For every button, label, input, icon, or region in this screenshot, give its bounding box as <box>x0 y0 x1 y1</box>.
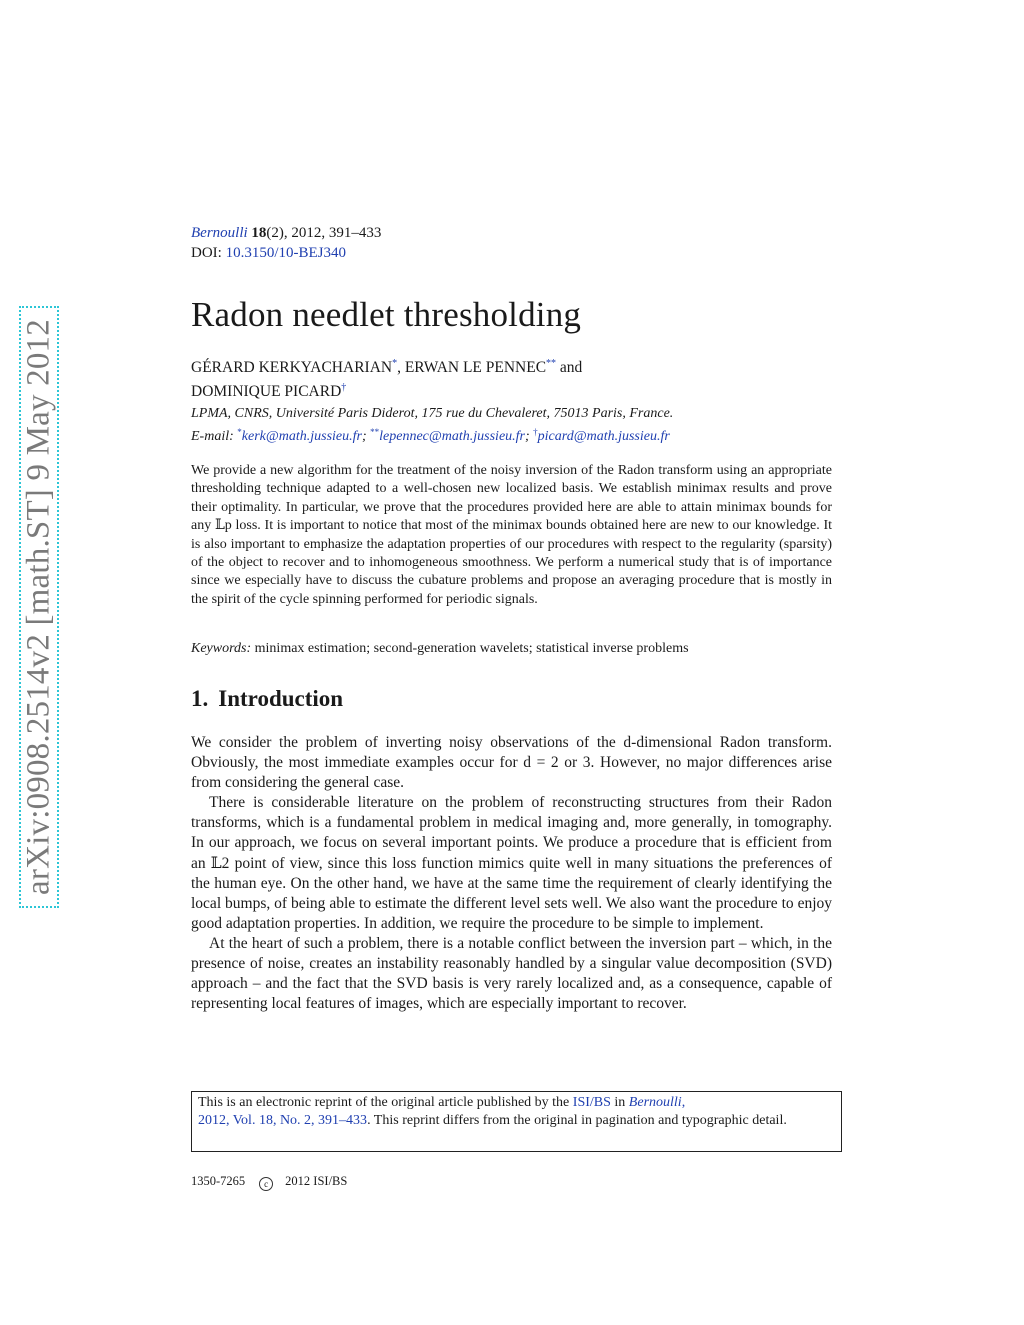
isi-link[interactable]: ISI/BS <box>572 1095 611 1110</box>
email-separator: ; <box>361 429 371 444</box>
abstract: We provide a new algorithm for the treatment of the noisy inversion of the Radon transform using an appropriate thresholding technique adapted to a well-chosen new localized basis. We establish minimax results and prove their optimality. In particular, we prove that the procedures provided here are able to attain minimax bounds for any 𝕃p loss. It is important to notice that most of the minimax bounds obtained here are new to our knowledge. It is also important to emphasize the adaptation properties of our procedures with respect to the regularity (sparsity) of the object to recover and to inhomogeneous smoothness. We perform a numerical study that is of importance since we especially have to discuss the cubature problems and propose an averaging procedure that is mostly in the spirit of the cycle spinning performed for periodic signals. <box>191 463 832 607</box>
doi-line <box>191 243 346 263</box>
doi-label: DOI: <box>191 245 222 261</box>
body-text <box>191 733 832 1014</box>
author-name: DOMINIQUE PICARD <box>191 383 342 400</box>
section-number: 1. <box>191 686 209 711</box>
email-separator: ; <box>525 429 534 444</box>
journal-issue: (2), 2012, 391–433 <box>266 225 382 241</box>
paragraph: At the heart of such a problem, there is a notable conflict between the inversion part – which, in the presence of noise, creates an instability reasonably handled by a singular value decomposition (SVD) approach – and the fact that the SVD basis is very rarely localized and, as a consequence, capable of representing local features of images, which are especially important to recover. <box>191 934 832 1013</box>
paragraph: We consider the problem of inverting noisy observations of the d-dimensional Radon transform. Obviously, the most immediate examples occur for d = 2 or 3. However, no major differences arise from considering the general case. <box>191 734 832 792</box>
paragraph: There is considerable literature on the problem of reconstructing structures from their Radon transforms, which is a fundamental problem in medical imaging and, more generally, in tomography. In our approach, we focus on several important points. We produce a procedure that is efficient from an 𝕃2 point of view, since this loss function mimics quite well in many situations the preferences of the human eye. On the other hand, we have at the same time the requirement of clearly identifying the local bumps, of being able to estimate the different level sets well. We also want the procedure to enjoy good adaptation properties. In addition, we require the procedure to be simple to implement. <box>191 794 832 932</box>
journal-link[interactable]: Bernoulli <box>628 1095 682 1110</box>
author-name: ERWAN LE PENNEC <box>404 359 547 376</box>
reprint-text: in <box>610 1095 629 1110</box>
keywords-text: minimax estimation; second-generation wavelets; statistical inverse problems <box>251 641 689 656</box>
issn: 1350-7265 <box>191 1174 246 1188</box>
email-mark: * <box>237 427 242 437</box>
author-footnote-mark[interactable]: ** <box>546 358 557 369</box>
email-mark: ** <box>370 427 380 437</box>
email-link[interactable]: kerk@math.jussieu.fr <box>241 429 362 444</box>
author-name: GÉRARD KERKYACHARIAN <box>191 359 393 376</box>
journal-volume: 18 <box>251 225 267 241</box>
email-link[interactable]: picard@math.jussieu.fr <box>537 429 670 444</box>
reprint-notice <box>191 1091 842 1152</box>
paper-title: Radon needlet thresholding <box>191 295 582 334</box>
email-label: E-mail: <box>191 429 238 444</box>
section-title: Introduction <box>218 686 344 711</box>
copyright-text: 2012 ISI/BS <box>285 1174 348 1188</box>
affiliation-address: LPMA, CNRS, Université Paris Diderot, 175 rue du Chevaleret, 75013 Paris, France. <box>191 406 674 421</box>
citation-link[interactable]: 2012, Vol. 18, No. 2, 391–433 <box>198 1113 368 1129</box>
reprint-text: . This reprint differs from the original in pagination and typographic detail. <box>367 1113 787 1129</box>
affiliation <box>191 404 673 446</box>
keywords-label: Keywords: <box>191 641 252 656</box>
author-separator: , <box>397 359 405 376</box>
author-and: and <box>556 359 583 376</box>
doi-link[interactable]: 10.3150/10-BEJ340 <box>225 245 346 261</box>
author-footnote-mark[interactable]: * <box>392 358 398 369</box>
keywords <box>191 640 689 658</box>
journal-line <box>191 223 381 243</box>
copyright-icon: c <box>259 1177 273 1191</box>
reprint-text: This is an electronic reprint of the original article published by the <box>198 1095 573 1110</box>
section-heading <box>191 684 343 714</box>
author-footnote-mark[interactable]: † <box>341 382 347 393</box>
email-mark: † <box>533 427 538 437</box>
journal-name-link[interactable]: Bernoulli <box>191 225 248 241</box>
copyright-line <box>191 1173 347 1191</box>
author-list <box>191 354 582 402</box>
arxiv-stamp: arXiv:0908.2514v2 [math.ST] 9 May 2012 <box>20 319 57 895</box>
email-link[interactable]: lepennec@math.jussieu.fr <box>379 429 525 444</box>
reprint-comma: , <box>681 1095 686 1110</box>
